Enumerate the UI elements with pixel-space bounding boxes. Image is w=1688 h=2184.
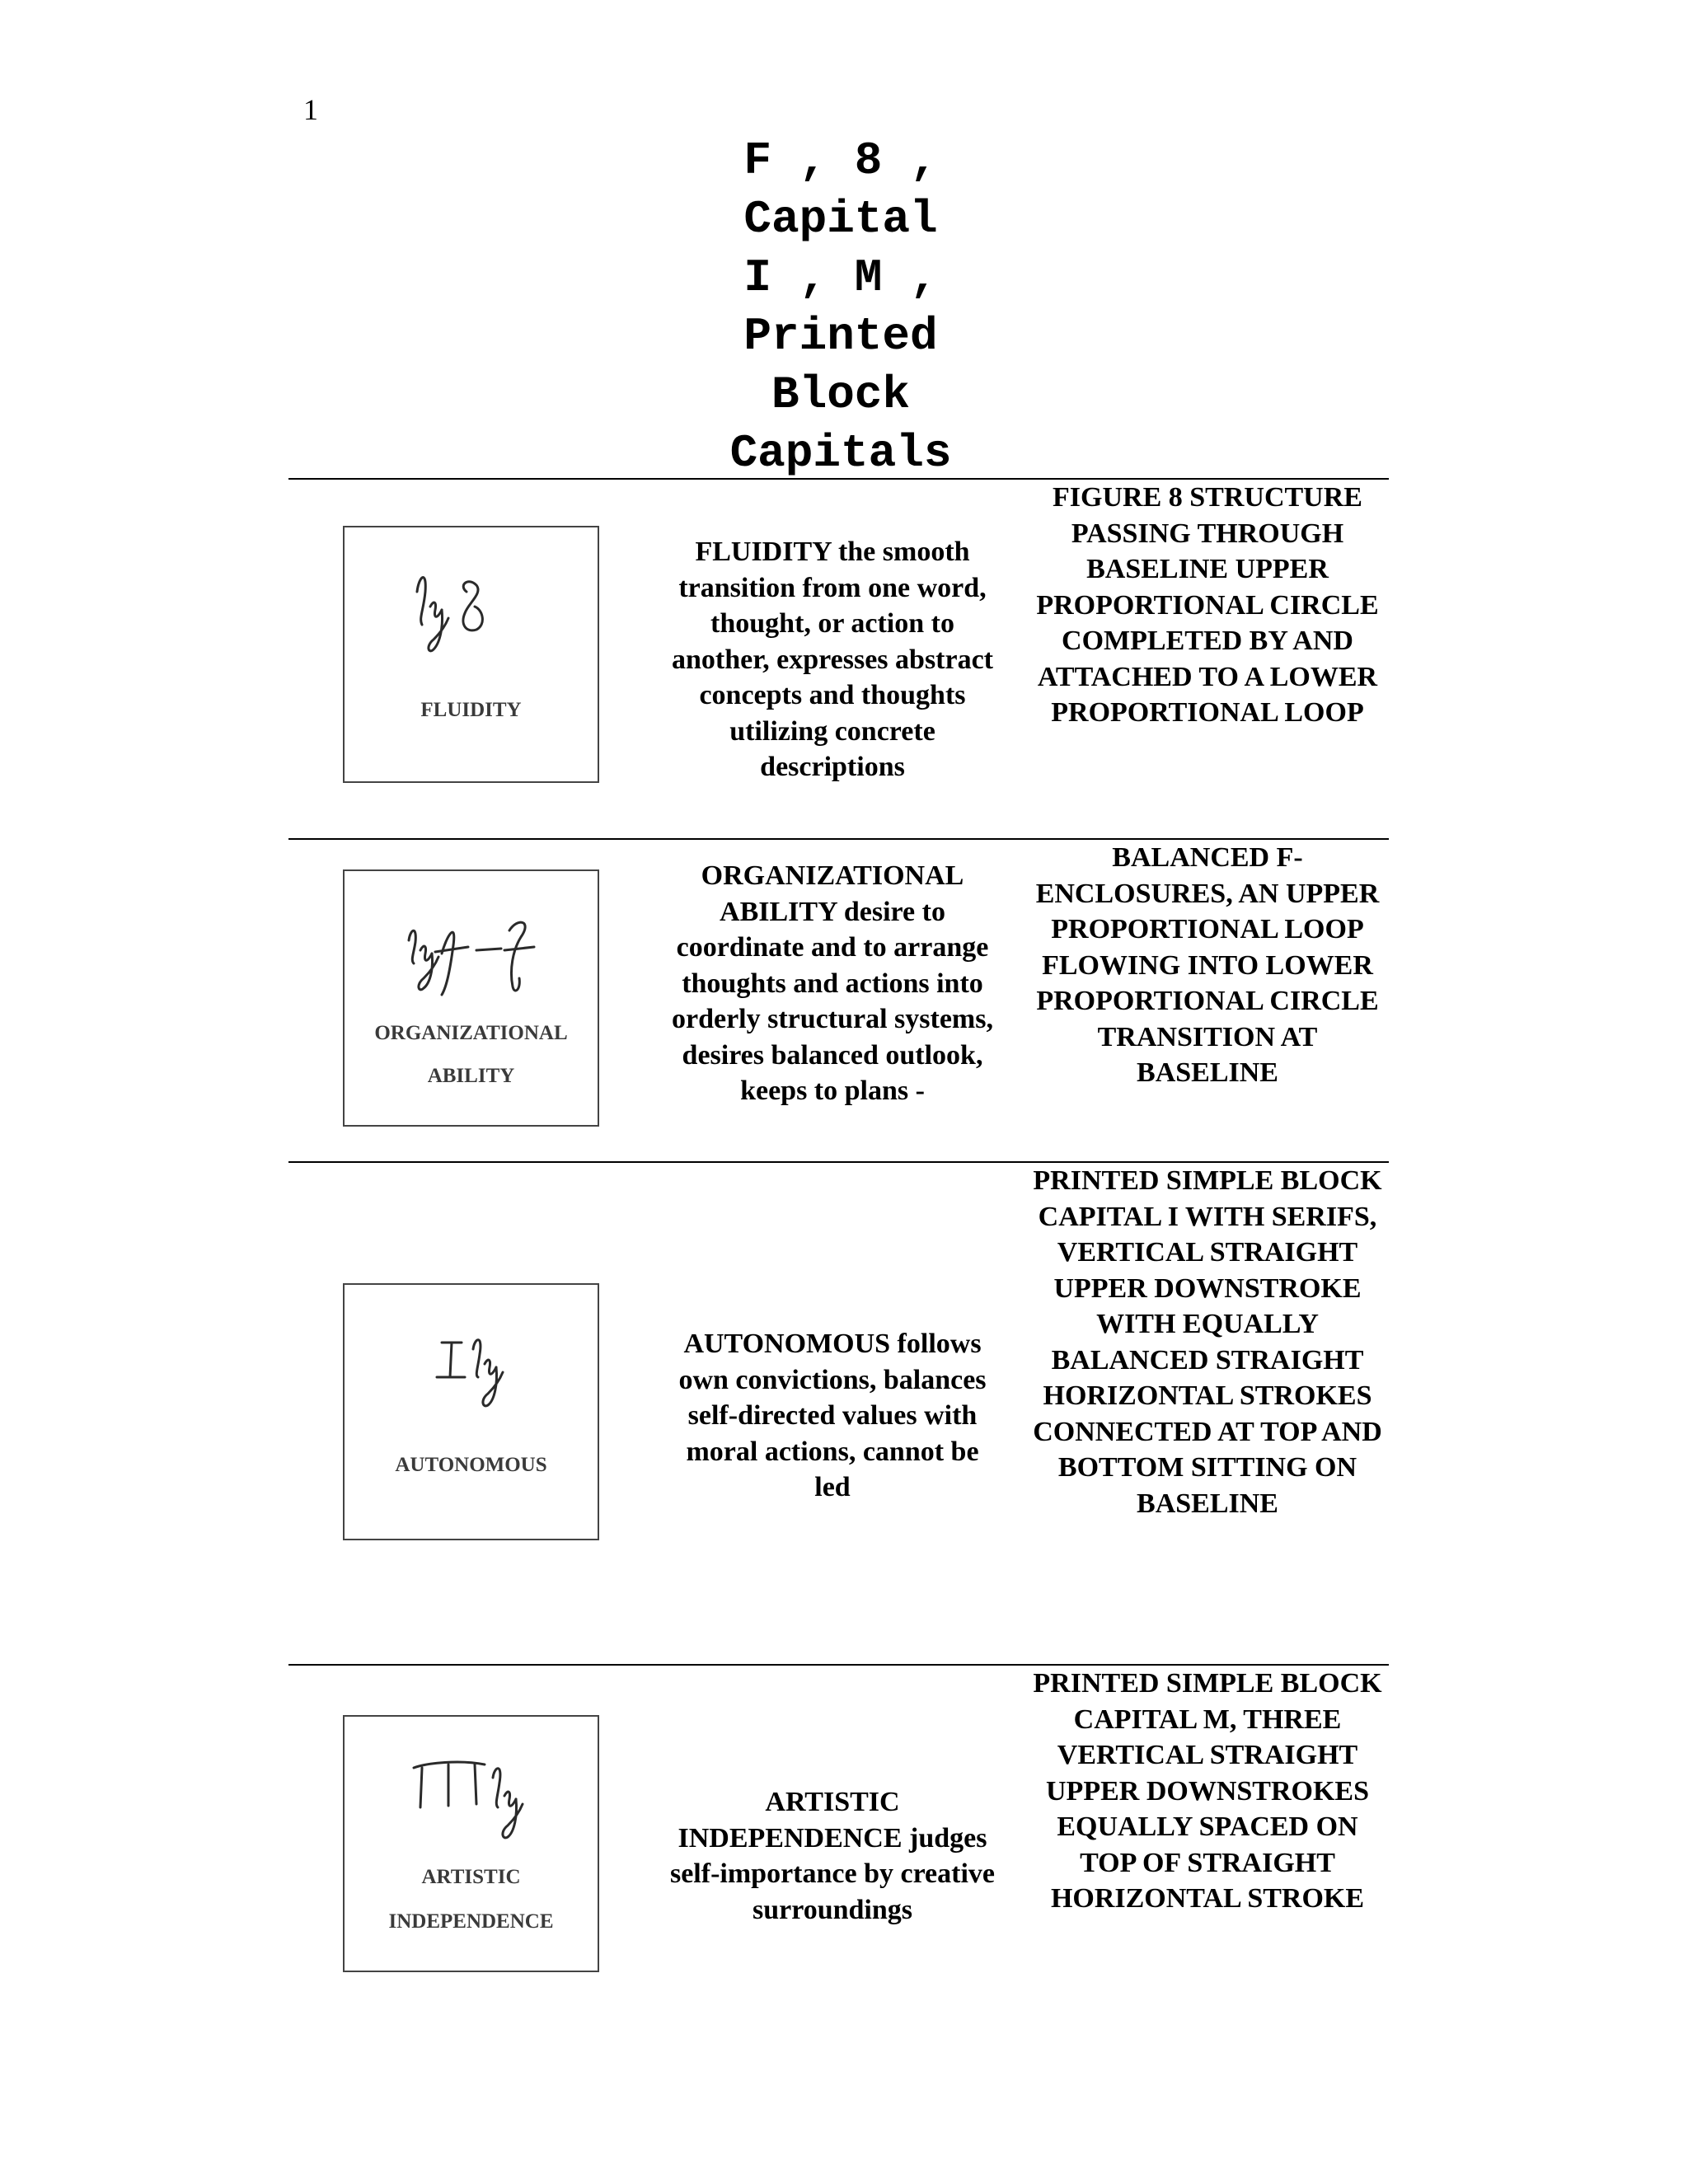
trait-table [288,478,1389,2028]
page-title [692,132,989,483]
description-text: FLUIDITY the smooth transition from one word, thought, or action to another, expresses abstract concepts and thoughts utilizing concrete descriptions [671,537,994,782]
image-caption: ORGANIZATIONAL [374,1022,568,1044]
table-row [288,840,1389,1163]
image-caption: FLUIDITY [420,699,522,721]
page-number: 1 [303,93,318,126]
title-line: Capital [743,193,938,246]
trait-description [668,534,997,785]
handwriting-sample-image [343,1715,599,1972]
table-row [288,1163,1389,1666]
structure-description: PRINTED SIMPLE BLOCK CAPITAL I WITH SERIFS, VERTICAL STRAIGHT UPPER DOWNSTROKE WITH EQUALLY BALANCED STRAIGHT HORIZONTAL STROKES CONNECTED AT TOP AND BOTTOM SITTING ON BASELINE [1033,1165,1382,1519]
description-text: ARTISTIC INDEPENDENCE judges self-importance by creative surroundings [669,1787,996,1925]
table-row [288,480,1389,840]
image-caption: ARTISTIC [421,1866,521,1888]
table-row [288,1666,1389,2028]
title-line: I , M , [743,251,938,304]
image-caption: AUTONOMOUS [395,1454,547,1476]
handwriting-sample-image [343,869,599,1127]
trait-description [668,858,997,1109]
description-text: AUTONOMOUS follows own convictions, balances self-directed values with moral actions, cannot be led [678,1329,987,1502]
image-caption: INDEPENDENCE [388,1910,554,1933]
handwriting-sample-image [343,1283,599,1540]
title-line: Capitals [729,427,952,480]
trait-description [668,1784,997,1928]
image-caption: ABILITY [427,1065,515,1087]
structure-description: PRINTED SIMPLE BLOCK CAPITAL M, THREE VERTICAL STRAIGHT UPPER DOWNSTROKES EQUALLY SPACED ON TOP OF STRAIGHT HORIZONTAL STROKE [1033,1668,1382,1914]
trait-description [668,1326,997,1506]
structure-description: FIGURE 8 STRUCTURE PASSING THROUGH BASELINE UPPER PROPORTIONAL CIRCLE COMPLETED BY AND ATTACHED TO A LOWER PROPORTIONAL LOOP [1036,482,1379,728]
handwriting-sample-image [343,526,599,783]
description-text: ORGANIZATIONAL ABILITY desire to coordinate and to arrange thoughts and actions into orderly structural systems, desires balanced outlook, keeps to plans - [672,860,993,1106]
structure-description: BALANCED F-ENCLOSURES, AN UPPER PROPORTIONAL LOOP FLOWING INTO LOWER PROPORTIONAL CIRCLE TRANSITION AT BASELINE [1035,842,1380,1088]
handwriting-fluidity-drawing [345,527,598,781]
handwriting-autonomous-drawing [345,1285,598,1539]
title-line: Block [771,368,911,421]
title-line: F , 8 , [743,134,938,187]
title-line: Printed [743,310,938,363]
